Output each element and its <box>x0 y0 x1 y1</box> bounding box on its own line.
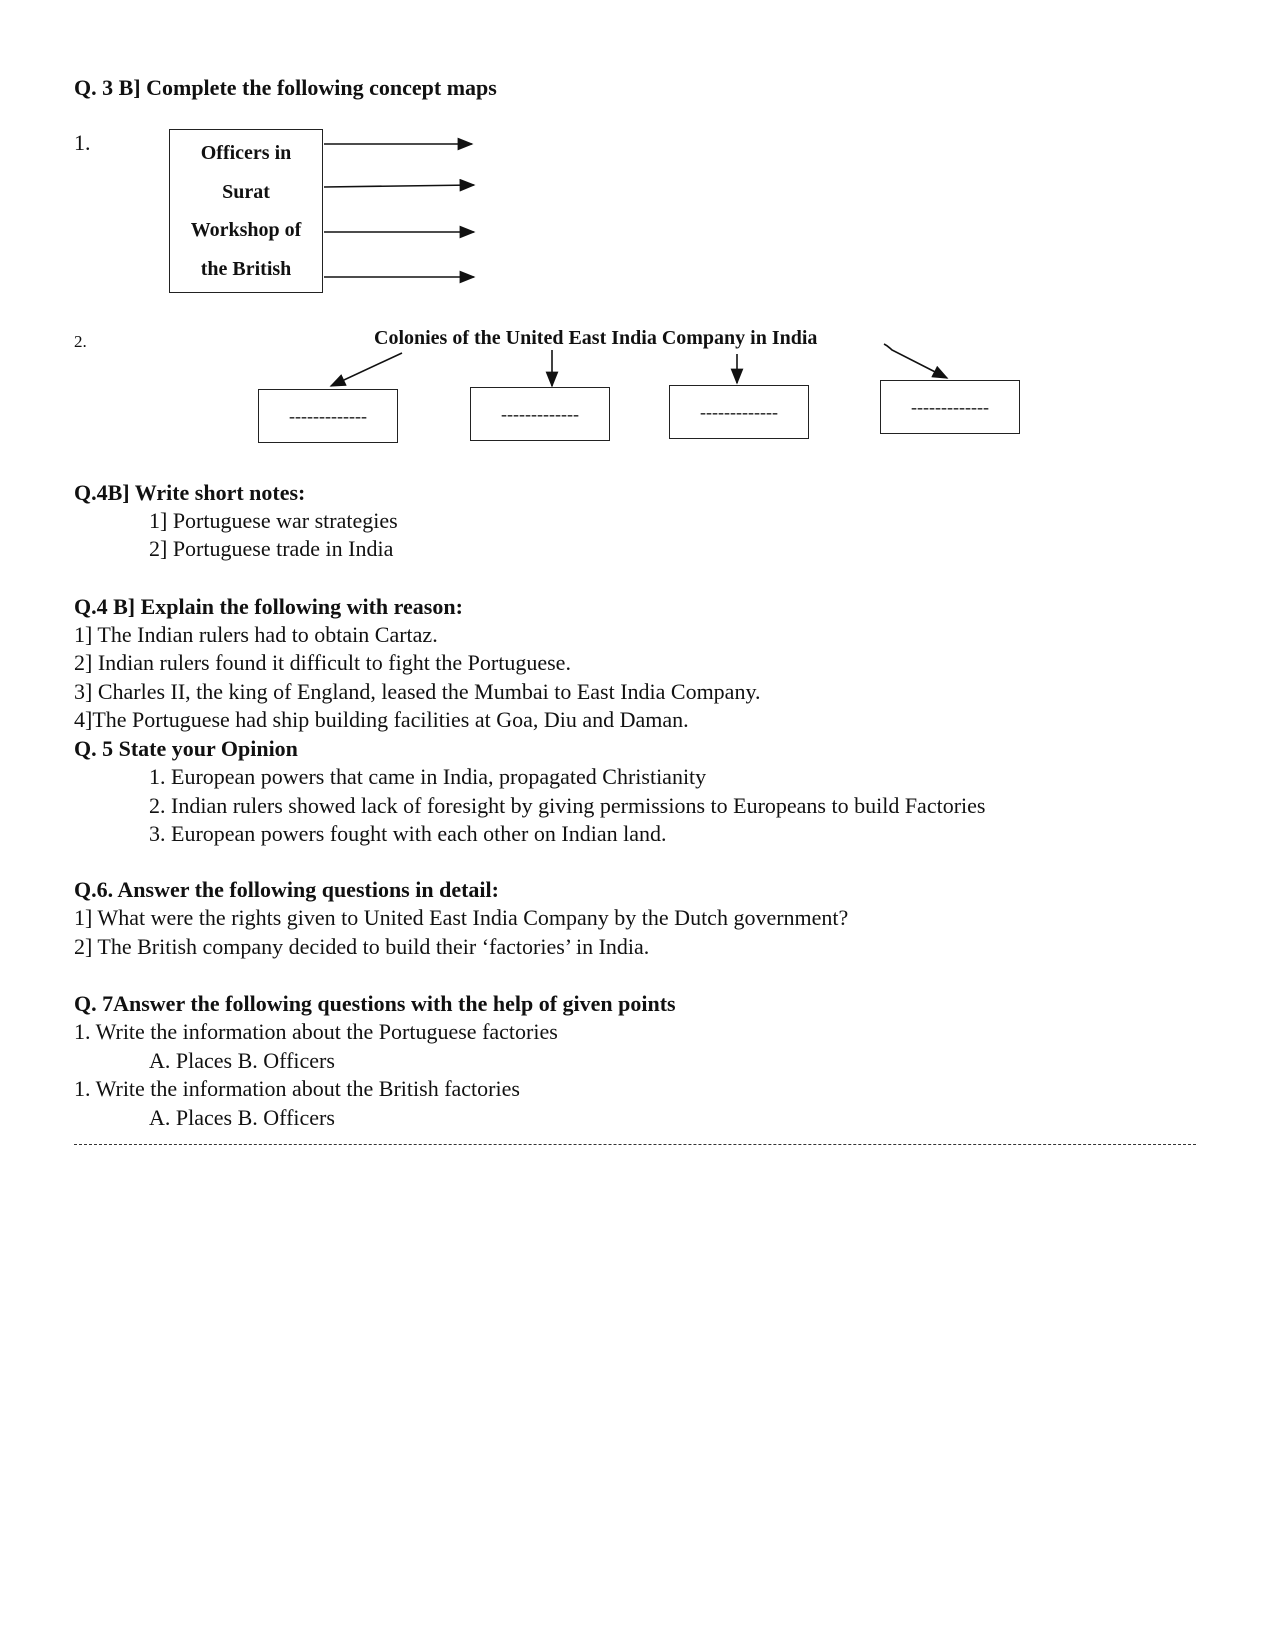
map2-blank-box: ------------- <box>470 387 610 441</box>
map2-title: Colonies of the United East India Company in India <box>374 327 818 349</box>
map1-box-line: the British <box>200 257 292 280</box>
q6-heading: Q.6. Answer the following questions in detail: <box>74 877 499 902</box>
q4b-reason-item: 4]The Portuguese had ship building facilities at Goa, Diu and Daman. <box>74 707 689 732</box>
q4b-reason-item: 3] Charles II, the king of England, leased the Mumbai to East India Company. <box>74 679 761 704</box>
map1-box-line: Workshop of <box>190 219 302 241</box>
q4b-notes-item: 1] Portuguese war strategies <box>149 508 398 533</box>
map2-blank-box: ------------- <box>880 380 1020 434</box>
bottom-dashed-divider <box>74 1144 1196 1145</box>
map2-number: 2. <box>74 332 87 351</box>
q4b-reason-item: 1] The Indian rulers had to obtain Cartaz. <box>74 622 438 647</box>
q7-question: 1. Write the information about the British factories <box>74 1076 520 1101</box>
map2-arrow-4 <box>884 344 947 378</box>
map1-arrow-2 <box>324 185 474 187</box>
q5-item: 1. European powers that came in India, propagated Christianity <box>149 764 707 789</box>
q5-heading: Q. 5 State your Opinion <box>74 736 298 761</box>
q3-heading: Q. 3 B] Complete the following concept maps <box>74 75 497 100</box>
map1-number: 1. <box>74 130 91 155</box>
q6-item: 1] What were the rights given to United East India Company by the Dutch government? <box>74 905 849 930</box>
q7-points: A. Places B. Officers <box>149 1048 335 1073</box>
map2-blank-box: ------------- <box>258 389 398 443</box>
q7-heading: Q. 7Answer the following questions with the help of given points <box>74 991 676 1016</box>
map1-box-line: Surat <box>222 180 270 203</box>
q5-item: 2. Indian rulers showed lack of foresight by giving permissions to Europeans to build Factories <box>149 793 986 818</box>
q6-item: 2] The British company decided to build their ‘factories’ in India. <box>74 934 650 959</box>
q7-question: 1. Write the information about the Portuguese factories <box>74 1019 558 1044</box>
q7-points: A. Places B. Officers <box>149 1105 335 1130</box>
q4b-notes-heading: Q.4B] Write short notes: <box>74 480 306 505</box>
q4b-reason-item: 2] Indian rulers found it difficult to fight the Portuguese. <box>74 650 571 675</box>
q5-item: 3. European powers fought with each other on Indian land. <box>149 821 667 846</box>
map1-box-line: Officers in <box>200 142 292 164</box>
q4b-reason-heading: Q.4 B] Explain the following with reason: <box>74 594 463 619</box>
map2-blank-box: ------------- <box>669 385 809 439</box>
q4b-notes-item: 2] Portuguese trade in India <box>149 536 394 561</box>
map2-arrow-1 <box>331 353 402 386</box>
